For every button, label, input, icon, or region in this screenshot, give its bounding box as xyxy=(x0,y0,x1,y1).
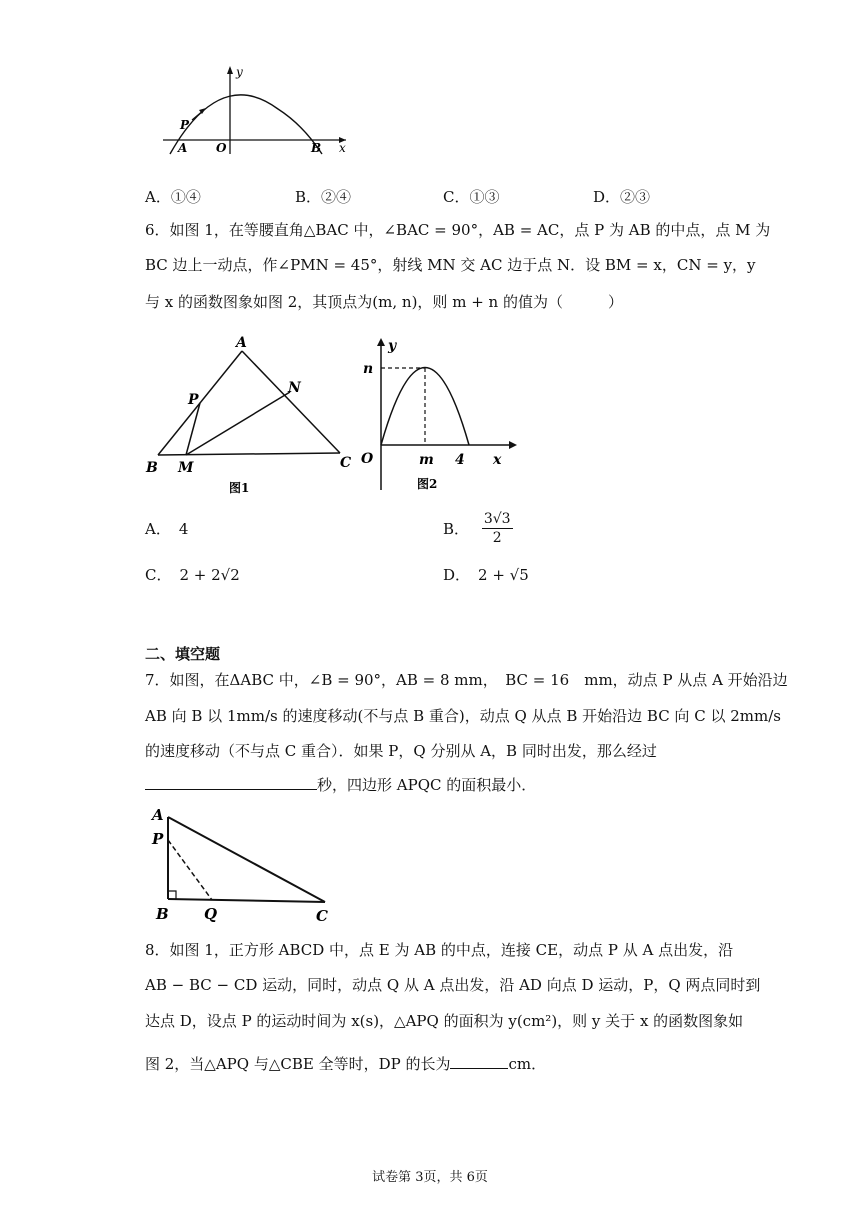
point-p-label: P xyxy=(152,830,164,848)
q8-line-1: 8．如图 1，正方形 ABCD 中，点 E 为 AB 的中点，连接 CE，动点 P 从 A 点出发，沿 xyxy=(145,941,734,959)
q6-option-d xyxy=(443,564,529,585)
vertex-b-label: B xyxy=(156,905,169,923)
q6-option-b xyxy=(443,510,513,547)
option-text: ②③ xyxy=(620,188,651,206)
q7-line-4 xyxy=(145,775,536,795)
option-letter: D． xyxy=(443,566,471,584)
option-letter: A． xyxy=(145,520,171,538)
point-p-label: P xyxy=(188,392,199,408)
q7-line-2: AB 向 B 以 1mm/s 的速度移动(不与点 B 重合)，动点 Q 从点 B 开始沿边 BC 向 C 以 2mm/s xyxy=(145,707,781,725)
q7-line-1: 7．如图，在ΔABC 中，∠B = 90°，AB = 8 mm， BC = 16 mm，动点 P 从点 A 开始沿边 xyxy=(145,671,788,689)
q6-line-3: 与 x 的函数图象如图 2，其顶点为(m, n)，则 m + n 的值为（ ） xyxy=(145,293,623,311)
answer-blank[interactable] xyxy=(145,775,317,790)
option-letter: D． xyxy=(593,188,621,206)
tick-4-label: 4 xyxy=(455,452,465,468)
point-b-label: B xyxy=(311,141,322,155)
q5-parabola-graph xyxy=(158,62,353,157)
vertex-c-label: C xyxy=(316,907,328,925)
point-m-label: M xyxy=(178,460,194,476)
figure-1-caption: 图1 xyxy=(229,481,250,495)
q5-option-a xyxy=(145,186,201,207)
vertex-c-label: C xyxy=(340,455,352,471)
option-text: ②④ xyxy=(321,188,352,206)
origin-label: O xyxy=(216,141,227,155)
option-text: 4 xyxy=(178,520,189,538)
q5-option-d xyxy=(593,186,650,207)
option-text: 2 + √5 xyxy=(478,566,529,584)
q8-line-3: 达点 D，设点 P 的运动时间为 x(s)，△APQ 的面积为 y(cm²)，则 y 关于 x 的函数图象如 xyxy=(145,1012,744,1030)
vertex-a-label: A xyxy=(236,335,247,351)
y-axis-label: y xyxy=(388,338,397,354)
section-title: 二、填空题 xyxy=(145,645,221,663)
vertex-b-label: B xyxy=(146,460,158,476)
q7-line-3: 的速度移动（不与点 C 重合）．如果 P，Q 分别从 A，B 同时出发，那么经过 xyxy=(145,742,657,760)
option-letter: C． xyxy=(145,566,172,584)
fraction xyxy=(482,510,513,547)
point-p-label: P xyxy=(180,118,190,132)
origin-label: O xyxy=(361,451,374,467)
option-letter: B． xyxy=(295,188,322,206)
q8-line-4 xyxy=(145,1054,546,1074)
q6-figure-1-triangle xyxy=(140,330,365,500)
point-q-label: Q xyxy=(204,905,218,923)
x-axis-label: x xyxy=(339,141,346,155)
vertex-m-label: m xyxy=(419,452,434,468)
option-letter: A． xyxy=(145,188,171,206)
option-letter: C． xyxy=(443,188,470,206)
x-axis-label: x xyxy=(493,452,502,468)
vertex-a-label: A xyxy=(152,806,164,824)
fraction-denominator: 2 xyxy=(492,530,502,546)
q5-option-b xyxy=(295,186,351,207)
q6-option-c xyxy=(145,564,240,585)
page-footer: 试卷第 3页，共 6页 xyxy=(372,1170,488,1185)
option-text: 2 + 2√2 xyxy=(179,566,240,584)
answer-blank[interactable] xyxy=(450,1054,508,1069)
option-text: ①③ xyxy=(469,188,500,206)
q8-line-4-text: 图 2，当△APQ 与△CBE 全等时，DP 的长为 xyxy=(145,1055,451,1073)
option-text: ①④ xyxy=(170,188,201,206)
q7-figure-right-triangle xyxy=(140,802,340,927)
vertex-n-label: n xyxy=(363,361,374,377)
option-letter: B． xyxy=(443,520,470,538)
q8-line-2: AB − BC − CD 运动，同时，动点 Q 从 A 点出发，沿 AD 向点 D 运动，P，Q 两点同时到 xyxy=(145,976,761,994)
fraction-numerator: 3√3 xyxy=(483,511,511,527)
q7-line-4-text: 秒，四边形 APQC 的面积最小． xyxy=(317,776,537,794)
figure-2-caption: 图2 xyxy=(417,477,438,491)
q8-line-4-unit: cm． xyxy=(508,1055,547,1073)
q6-figure-2-graph xyxy=(355,330,525,500)
q6-option-a xyxy=(145,518,188,539)
q6-line-2: BC 边上一动点，作∠PMN = 45°，射线 MN 交 AC 边于点 N．设 BM = x，CN = y，y xyxy=(145,256,756,274)
q6-line-1: 6．如图 1，在等腰直角△BAC 中，∠BAC = 90°，AB = AC，点 P 为 AB 的中点，点 M 为 xyxy=(145,221,771,239)
q5-option-c xyxy=(443,186,500,207)
point-a-label: A xyxy=(178,141,188,155)
point-n-label: N xyxy=(288,380,301,396)
y-axis-label: y xyxy=(236,65,243,79)
